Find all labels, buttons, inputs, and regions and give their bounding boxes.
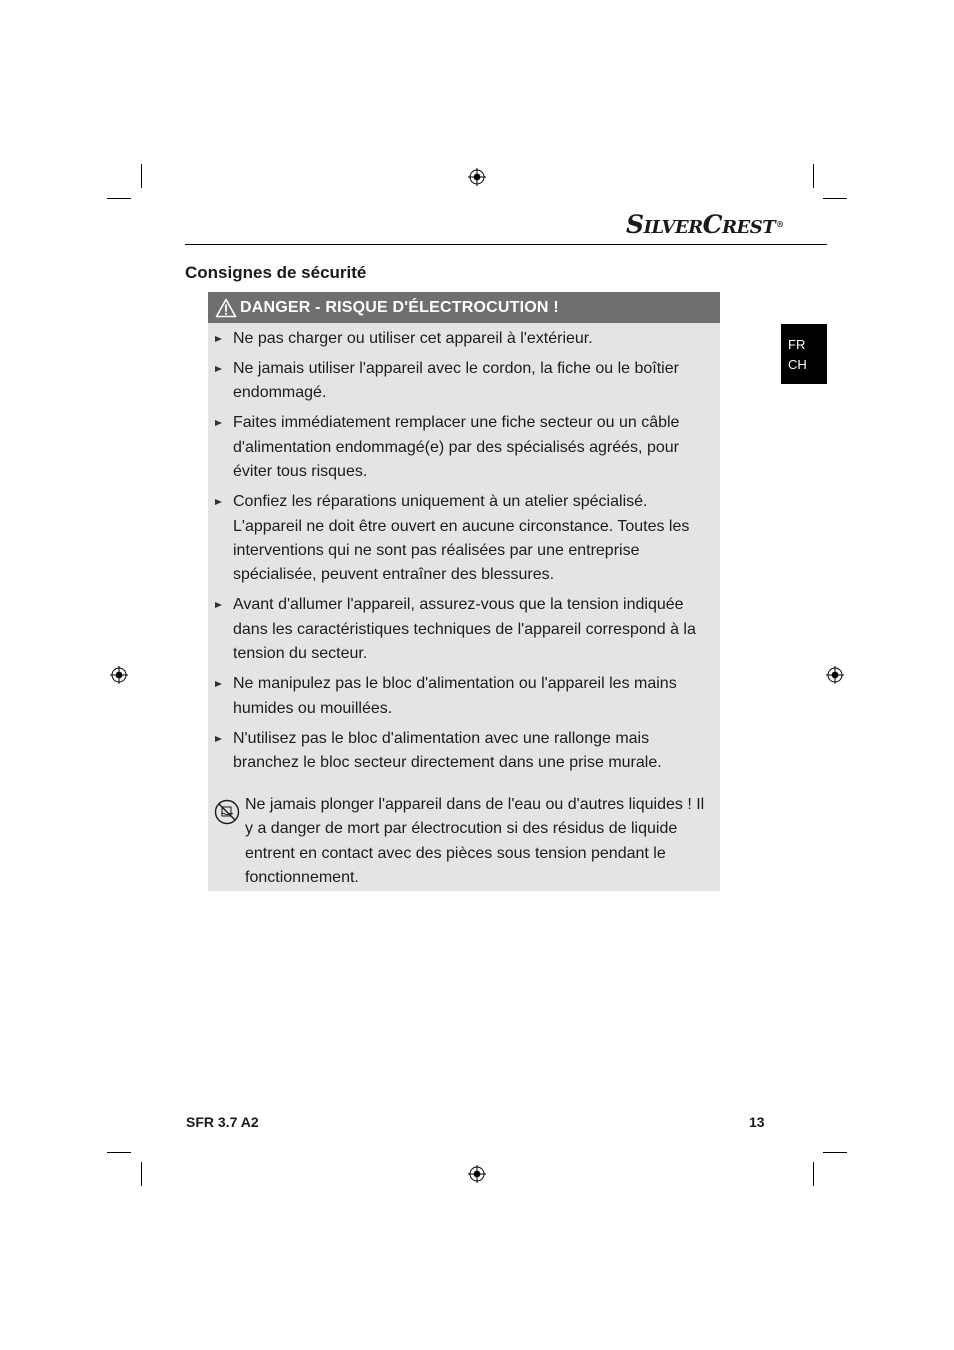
list-item [208, 672, 720, 721]
language-code-ch: CH [788, 357, 807, 372]
arrow-bullet-icon [215, 602, 222, 608]
warning-list [208, 327, 720, 781]
list-item-text: Avant d'allumer l'appareil, assurez-vous que la tension indiquée dans les caractéristiques techniques de l'appareil correspond à la tension du secteur. [233, 596, 696, 663]
list-item-text: Ne jamais utiliser l'appareil avec le cordon, la fiche ou le boîtier endommagé. [233, 360, 679, 402]
list-item-text: N'utilisez pas le bloc d'alimentation avec une rallonge mais branchez le bloc secteur directement dans une prise murale. [233, 729, 662, 772]
list-item [208, 357, 720, 406]
arrow-bullet-icon [215, 736, 222, 742]
logo-letters-ilver: ILVER [643, 217, 703, 238]
language-code-fr: FR [788, 337, 806, 352]
header-rule [185, 244, 827, 245]
arrow-bullet-icon [215, 420, 222, 426]
registration-mark-icon [826, 666, 844, 684]
registration-mark-icon [468, 168, 486, 186]
list-item-text: Confiez les réparations uniquement à un atelier spécialisé. L'appareil ne doit être ouvert en aucune circonstance. Toutes les interventions qui ne sont pas réalisées par une entreprise spécialisée, peuvent entraîner des blessures. [233, 493, 690, 584]
water-warning-text: Ne jamais plonger l'appareil dans de l'eau ou d'autres liquides ! Il y a danger de mort par électrocution si des résidus de liquide entrent en contact avec des pièces sous tension pendant le fonctionnement. [245, 796, 705, 887]
crop-mark-bottom-right-horizontal [823, 1152, 847, 1153]
crop-mark-top-right-vertical [813, 164, 814, 188]
warning-box [208, 292, 720, 891]
list-item [208, 490, 720, 588]
brand-logo [626, 210, 784, 239]
footer-model-number: SFR 3.7 A2 [186, 1114, 259, 1130]
logo-letters-rest: REST [722, 217, 776, 238]
warning-triangle-icon [215, 298, 237, 318]
warning-header [208, 292, 720, 323]
list-item-text: Faites immédiatement remplacer une fiche secteur ou un câble d'alimentation endommagé(e) par des spécialisés agréés, pour éviter tous risques. [233, 414, 680, 481]
logo-letter-c: C [702, 210, 723, 239]
list-item-text: Ne pas charger ou utiliser cet appareil à l'extérieur. [233, 330, 593, 347]
crop-mark-top-left-horizontal [107, 198, 131, 199]
no-immersion-icon [214, 799, 240, 825]
arrow-bullet-icon [215, 366, 222, 372]
footer-page-number: 13 [749, 1114, 765, 1130]
registered-mark: ® [776, 218, 784, 229]
registration-mark-icon [468, 1165, 486, 1183]
logo-letter-s: S [626, 210, 644, 239]
registration-mark-icon [110, 666, 128, 684]
crop-mark-top-right-horizontal [823, 198, 847, 199]
list-item [208, 727, 720, 776]
section-title: Consignes de sécurité [185, 263, 367, 282]
crop-mark-top-left-vertical [141, 164, 142, 188]
warning-title: DANGER - RISQUE D'ÉLECTROCUTION ! [240, 299, 559, 316]
list-item [208, 593, 720, 666]
language-tab [781, 324, 827, 384]
crop-mark-bottom-left-vertical [141, 1162, 142, 1186]
arrow-bullet-icon [215, 681, 222, 687]
list-item [208, 327, 720, 351]
crop-mark-bottom-left-horizontal [107, 1152, 131, 1153]
list-item [208, 411, 720, 484]
list-item-text: Ne manipulez pas le bloc d'alimentation ou l'appareil les mains humides ou mouillées. [233, 675, 677, 717]
crop-mark-bottom-right-vertical [813, 1162, 814, 1186]
arrow-bullet-icon [215, 499, 222, 505]
arrow-bullet-icon [215, 336, 222, 342]
